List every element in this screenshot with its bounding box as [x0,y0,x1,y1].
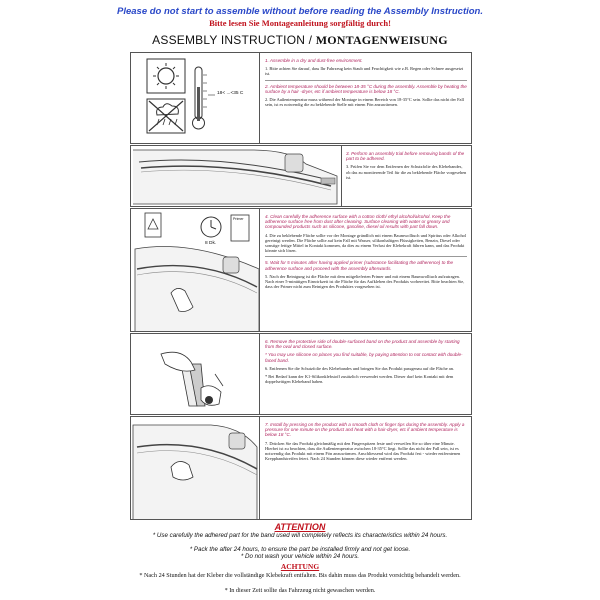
attention-line-2: * Pack the after 24 hours, to ensure the part be installed firmly and not get loose. [189,546,411,553]
title-de: MONTAGENWEISUNG [315,33,448,47]
attention-line-3: * Do not wash your vehicle within 24 hours. [240,553,360,560]
step-row-1-2 [130,52,472,144]
peeling-illustration [131,334,260,414]
sun-rain-thermometer-icon [131,53,259,143]
step-row-4-5 [130,208,472,332]
primer-label: Primer [233,217,244,221]
page-title [0,33,600,48]
step-6-en-note: * You may use silicone on places you find suitable, by paying attention to not contact with double-faced band. [265,352,463,363]
title-en: ASSEMBLY INSTRUCTION / [152,33,313,47]
climate-illustration [131,53,260,143]
step-3-de: 3. Prüfen Sie vor dem Entfernen der Schutzfolie des Klebebandes, ob das zu montierende Teil für die zu beklebende Fläche vorgesehen ist. [346,164,467,180]
pressing-illustration [131,417,260,519]
attention-line-1: * Use carefully the adhered part for the band used will completely reflects its characteristics within 24 hours. [152,532,448,539]
step-1-de: 1. Bitte achten Sie darauf, dass Ihr Fahrzeug kein Staub und Feuchtigkeit wie z.B. Regen oder Schnee ausgesetzt ist. [265,66,464,77]
step-4-en: 4. Clean carefully the adherence surface with a cotton cloth/ ethyl alcohol/alcohol. Keep the adherence surface free from dust after cleaning. Surface cleaning with water or greasy and compounded products such as silicone, gasoline, diesel oil results with part fall down. [265,214,451,230]
step-5-de: 5. Nach der Reinigung ist die Fläche mit dem mitgelieferten Primer und mit einem Baumwolltuch aufzutragen. Nach einer 5-minütigen Einwirkzeit ist die Fläche für das Aufkleben des Produkts vorbereitet. Bitte beachten Sie, dass der Primer nicht zum Reinigen des Produktes vorgesehen ist. [265,273,465,290]
step-6-de: 6. Entfernen Sie die Schutzfolie des Klebebandes und bringen Sie das Produkt passgenau auf die Fläche an. [265,365,454,371]
car-rear-icon [131,146,342,207]
car-rear-bumper-illustration [130,145,342,207]
attention-title: ATTENTION [274,522,326,532]
cleaning-illustration [131,209,260,331]
step-7-en: 7. Install by pressing on the product with a smooth cloth or finger tips during the assembly. Apply a pressure for one minute on the product and heat with a hair-dryer, etc if ambient temperature is below 18 °C. [265,422,465,438]
step-6-de-note: * Bei Bedarf kann der K1-Silikonklebstoff zusätzlich verwendet werden. Dieser darf kein Kontakt mit dem doppelseitigen Klebeband haben. [265,374,454,385]
car-pressing-icon [131,417,259,519]
step-7-de: 7. Drücken Sie das Produkt gleichmäßig mit den Fingerspitzen feste und verweilen Sie so über eine Minute. Hierbei ist zu beachten, dass die Außentemperatur zwischen 18-35°C liegt. Sollte das nicht der Fall sein, ist es notwendig das Produkt mit einem Fön anzuwärmen. Anschliessend wird das Produkt fest - wieder entferntenen Kreppbandstreifen feiert. Nach 24 Stunden können diese wieder entfernt werden. [265,440,461,462]
warning-en: Please do not start to assemble without before reading the Assembly Instruction. [117,6,483,17]
step-3-en: 3. Perform an assembly trial before removing bands of the part to be adhered. [346,151,465,162]
cleaning-tools-icon [131,209,259,331]
warning-de: Bitte lesen Sie Montageanleitung sorgfältig durch! [209,18,391,28]
peeling-tape-icon [131,334,259,414]
achtung-line-1: * Nach 24 Stunden hat der Kleber die vollständige Klebekraft entfalten. Bis dahin muss das Produkt vorsichtig behandelt werden. [139,572,461,579]
step-5-en: 5. Wait for 5 minutes after having applied primer (substance facilitating the adherence) to the adherence surface and proceed with the assembly afterwards. [265,260,454,271]
step-row-7 [130,416,472,520]
step-6-en: 6. Remove the protective side of double-surfaced band on the product and assemble by starting from the oval and closed surface. [265,339,460,350]
step-row-6 [130,333,472,415]
step-2-de: 2. Die Außentemperatur muss während der Montage in einem Bereich von 18-35°C sein. Sollte das nicht der Fall sein, ist es notwendig die zu beklebende Stelle mit einem Fön anzuwärmen. [265,97,464,108]
step-2-en: 2. Ambient temperature should be between 18-35 °C during the assembly. Assemble by heating the surface by a hair -dryer, etc if ambient temperature is below 18 °C. [265,83,467,94]
step-row-3 [342,145,472,207]
step-1-en: 1. Assemble in a dry and dust-free environment. [265,58,363,63]
clock-label: 8 Dk. [205,241,217,246]
achtung-line-2: * In dieser Zeit sollte das Fahrzeug nicht gewaschen werden. [224,587,376,594]
step-4-de: 4. Die zu beklebende Fläche sollte vor der Montage gründlich mit einem Baumwolltuch und Spiritus oder Alkohol gereinigt werden. Die Fläche sollte auf kein Fall mit Wasser, silikonhaltigen Flüssigkeiten, Benzin, Diesel oder sonstige fettige Mittel in Kontakt kommen, da dies zu einem Verlust der Klebekraft führen kann, und das Produkt könnte sich lösen. [265,232,467,254]
thermometer-range-label: 18< ...<35 C [217,91,244,96]
achtung-title: ACHTUNG [280,562,320,571]
